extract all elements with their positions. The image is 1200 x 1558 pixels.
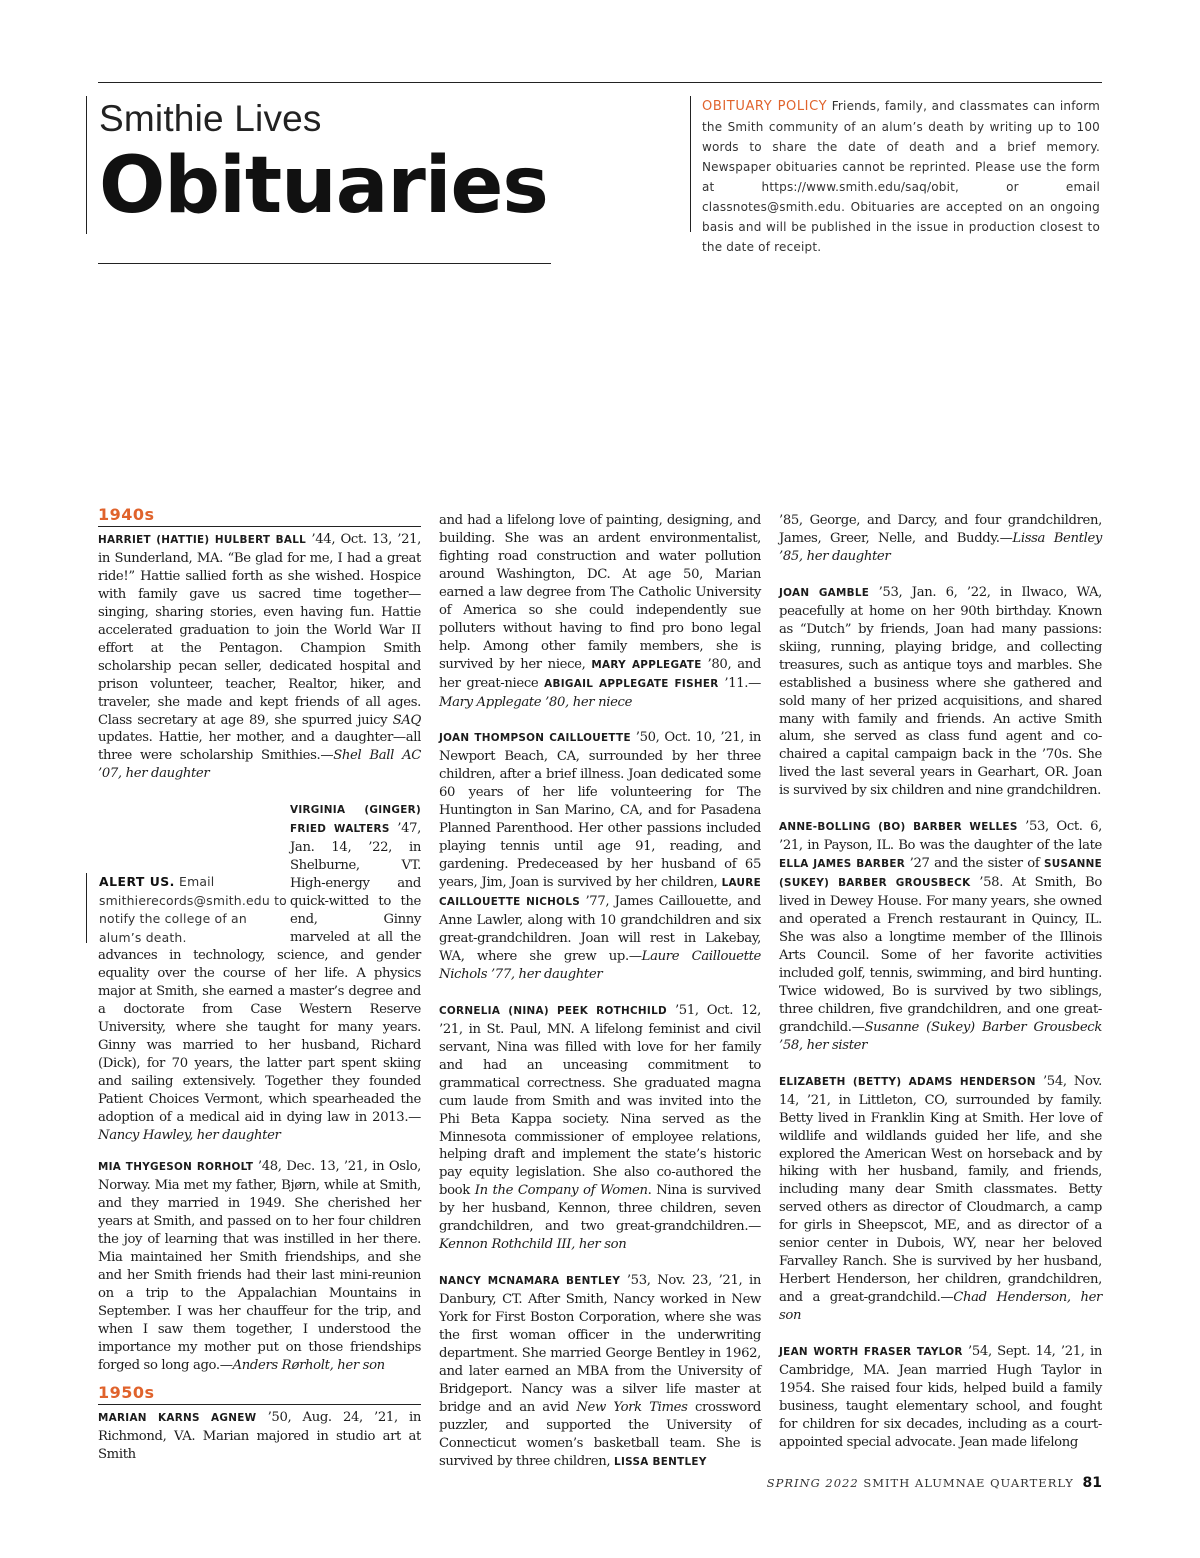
obituary-rorholt: MIA THYGESON RORHOLT ’48, Dec. 13, ’21, in Oslo, Norway. Mia met my father, Bjørn, while at Smith, and they married in 1949. She cherished her years at Smith, and passed on to her four children the joy of learning that was instilled in her there. Mia maintained her Smith friendships, and she and her Smith friends had their last mini-reunion on a trip to the Appalachian Mountains in September. I was her chauffeur for the trip, and when I saw them together, I understood the importance my mother put on those friendships forged so long ago.—Anders Rørholt, her son — [98, 1159, 422, 1373]
obituary-gamble: JOAN GAMBLE ’53, Jan. 6, ’22, in Ilwaco, WA, peacefully at home on her 90th birthday. Known as “Dutch” by friends, Joan had many passions: skiing, running, playing bridge, and collecting treasures, such as antique toys and marbles. She established a business where she gathered and sold many of her prized acquisitions, and shared many with family and friends. An active Smith alum, she served as class fund agent and co-chaired a capital campaign back in the ’70s. She lived the last several years in Gearhart, OR. Joan is survived by six children and nine grandchildren. — [779, 584, 1103, 799]
obituary-henderson: ELIZABETH (BETTY) ADAMS HENDERSON ’54, Nov. 14, ’21, in Littleton, CO, surrounded by family. Betty lived in Franklin King at Smith. Her love of wildlife and wildlands guided her life, and she explored the American West on horseback and by hiking with her husband, family, and friends, including many dear Smith classmates. Betty served others as director of Cloudmarch, a camp for girls in Sheepscot, ME, and as director of a senior center in Dubois, WY, near her beloved Farvalley Ranch. She is survived by her husband, Herbert Henderson, her children, grandchildren, and a great-grandchild.—Chad Henderson, her son — [779, 1073, 1103, 1324]
obituary-bentley-cont: ’85, George, and Darcy, and four grandchildren, James, Greer, Nelle, and Buddy.—Lissa Bentley ’85, her daughter — [779, 513, 1102, 564]
column-1 — [98, 505, 421, 1464]
obituary-name: NANCY MCNAMARA BENTLEY — [439, 1275, 621, 1288]
obituary-signature: Anders Rørholt, her son — [232, 1357, 385, 1373]
obituary-name: MARIAN KARNS AGNEW — [98, 1411, 257, 1424]
page-title: Obituaries — [99, 141, 548, 231]
obituary-name: JOAN GAMBLE — [779, 586, 870, 599]
policy-text: Friends, family, and classmates can inform the Smith community of an alum’s death by writing up to 100 words to share the date of death and a brief memory. Newspaper obituaries cannot be reprinted. Please use the form at https://www.smith.edu/saq/obit, or email classnotes@smith.edu. Obituaries are accepted on an ongoing basis and will be published in the issue in production closest to the date of receipt. — [702, 99, 1101, 254]
obituary-name: ELIZABETH (BETTY) ADAMS HENDERSON — [779, 1075, 1036, 1088]
title-block — [86, 96, 548, 234]
page-number: 81 — [1082, 1475, 1102, 1491]
obituary-signature: Laure Caillouette Nichols ’77, her daughter — [439, 948, 761, 982]
agnew-continued: and had a lifelong love of painting, designing, and building. She was an ardent environmentalist, fighting road construction and water pollution around Washington, DC. At age 50, Marian earned a law degree from The Catholic University of America so she could independently sue polluters without having to find pro bono legal help. Among other family members, she is survived by her niece, — [439, 513, 761, 672]
obituary-signature: Nancy Hawley, her daughter — [98, 1127, 281, 1143]
obituary-taylor: JEAN WORTH FRASER TAYLOR ’54, Sept. 14, ’21, in Cambridge, MA. Jean married Hugh Taylor in 1954. She raised four kids, helped build a family business, taught elementary school, and fought for children for six decades, including as a court-appointed special advocate. Jean made lifelong — [779, 1344, 1103, 1450]
obituary-agnew-start — [98, 1409, 421, 1464]
obituary-bentley: NANCY MCNAMARA BENTLEY ’53, Nov. 23, ’21, in Danbury, CT. After Smith, Nancy worked in New York for First Boston Corporation, where she was the first woman officer in the underwriting department. She married George Bentley in 1962, and later earned an MBA from the University of Bridgeport. Nancy was a silver life master at bridge and an avid New York Times crossword puzzler, and supported the University of Connecticut women’s basketball team. She is survived by three children, LISSA BENTLEY — [439, 1273, 761, 1469]
obituary-welles: ANNE-BOLLING (BO) BARBER WELLES ’53, Oct. 6, ’21, in Payson, IL. Bo was the daughter of the late ELLA JAMES BARBER ’27 and the sister of SUSANNE (SUKEY) BARBER GROUSBECK ’58. At Smith, Bo lived in Dewey House. For many years, she owned and operated a French restaurant in Quincy, IL. She was also a longtime member of the Illinois Arts Council. Some of her favorite activities included golf, tennis, swimming, and bird hunting. Twice widowed, Bo is survived by two siblings, three children, five grandchildren, and one great-grandchild.—Susanne (Sukey) Barber Grousbeck ’58, her sister — [779, 819, 1103, 1053]
footer-season: SPRING 2022 — [766, 1476, 859, 1490]
obituary-name: JEAN WORTH FRASER TAYLOR — [779, 1346, 963, 1359]
page-footer — [767, 1475, 1102, 1491]
obituary-name: HARRIET (HATTIE) HULBERT BALL — [98, 534, 307, 546]
alert-label: ALERT US. — [99, 874, 175, 889]
obituary-ball: HARRIET (HATTIE) HULBERT BALL ’44, Oct. 13, ’21, in Sunderland, MA. “Be glad for me, I had a great ride!” Hattie sallied forth as she wished. Hospice with family gave us sacred time together—singing, sharing stories, even having fun. Hattie accelerated graduation to join the World War II effort at the Pentagon. Champion Smith scholarship pecan seller, dedicated hospital and prison volunteer, teacher, Realtor, hiker, and traveler, she made and kept friends of all ages. Class secretary at age 89, she spurred juicy SAQ updates. Hattie, her mother, and a daughter—all three were scholarship Smithies.—Shel Ball AC ’07, her daughter — [98, 532, 421, 782]
obituary-signature: Susanne (Sukey) Barber Grousbeck ’58, her sister — [779, 1019, 1102, 1053]
obituary-name: ANNE-BOLLING (BO) BARBER WELLES — [779, 821, 1018, 834]
title-rule — [98, 263, 551, 264]
obituary-walters: VIRGINIA (GINGER) FRIED WALTERS ’47, Jan. 14, ’22, in Shelburne, VT. High-energy and quick-witted to the end, Ginny marveled at all the advances in technology, science, and gender equality over the course of her life. A physics major at Smith, she earned a master’s degree and a doctorate from Case Western Reserve University, where she taught for many years. Ginny was married to her husband, Richard (Dick), for 70 years, the latter part spent skiing and sailing extensively. Together they founded Patient Choices Vermont, which spearheaded the adoption of a medical aid in dying law in 2013.—Nancy Hawley, her daughter — [98, 804, 422, 1143]
obituary-signature: Chad Henderson, her son — [779, 1290, 1102, 1324]
section-kicker: Smithie Lives — [99, 98, 322, 139]
top-rule — [98, 82, 1102, 83]
column-2 — [439, 512, 761, 1472]
obituary-policy — [690, 96, 1101, 254]
obituary-name: VIRGINIA (GINGER) FRIED WALTERS — [290, 804, 421, 836]
obituary-rothchild: CORNELIA (NINA) PEEK ROTHCHILD ’51, Oct. 12, ’21, in St. Paul, MN. A lifelong feminist and civil servant, Nina was filled with love for her family and had an unceasing commitment to grammatical correctness. She graduated magna cum laude from Smith and was invited into the Phi Beta Kappa society. Nina served as the Minnesota commissioner of employee relations, helping draft and implement the state’s historic pay equity legislation. She also co-authored the book In the Company of Women. Nina is survived by her husband, Kennon, three children, seven grandchildren, and two great-grandchildren.—Kennon Rothchild III, her son — [439, 1002, 761, 1253]
obituary-signature: Shel Ball AC ’07, her daughter — [98, 748, 421, 782]
obituary-signature: Mary Applegate ’80, her niece — [439, 694, 633, 710]
obituary-caillouette: JOAN THOMPSON CAILLOUETTE ’50, Oct. 10, ’21, in Newport Beach, CA, surrounded by her three children, after a brief illness. Joan dedicated some 60 years of her life volunteering for The Huntington in San Marino, CA, and for Pasadena Planned Parenthood. Her other passions included playing tennis until age 91, reading, and gardening. Predeceased by her husband of 65 years, Jim, Joan is survived by her children, LAURE CAILLOUETTE NICHOLS ’77, James Caillouette, and Anne Lawler, along with 10 grandchildren and six great-grandchildren. Joan will rest in Lakebay, WA, where she grew up.—Laure Caillouette Nichols ’77, her daughter — [439, 730, 762, 982]
obituary-signature: Lissa Bentley ’85, her daughter — [779, 530, 1102, 564]
column-3 — [779, 512, 1102, 1452]
footer-magazine: SMITH ALUMNAE QUARTERLY — [863, 1476, 1074, 1490]
policy-label: OBITUARY POLICY — [702, 99, 828, 114]
agnew-lead: ’50, Aug. 24, ’21, in Richmond, VA. Marian majored in studio art at Smith — [98, 1409, 421, 1462]
obituary-name: MIA THYGESON RORHOLT — [98, 1161, 254, 1174]
alert-text: Email smithierecords@smith.edu to notify the college of an alum’s death. — [99, 874, 287, 945]
obituary-name: JOAN THOMPSON CAILLOUETTE — [439, 732, 631, 745]
obituary-name: CORNELIA (NINA) PEEK ROTHCHILD — [439, 1004, 667, 1017]
alert-box — [86, 873, 289, 943]
obituary-signature: Kennon Rothchild III, her son — [439, 1237, 627, 1253]
decade-heading-1950s: 1950s — [98, 1383, 421, 1405]
obituary-agnew-cont: and had a lifelong love of painting, designing, and building. She was an ardent environmentalist, fighting road construction and water pollution around Washington, DC. At age 50, Marian earned a law degree from The Catholic University of America so she could independently sue polluters without having to find pro bono legal help. Among other family members, she is survived by her niece, MARY APPLEGATE ’80, and her great-niece ABIGAIL APPLEGATE FISHER ’11.—Mary Applegate ’80, her niece — [439, 513, 761, 710]
decade-heading-1940s: 1940s — [98, 505, 421, 527]
